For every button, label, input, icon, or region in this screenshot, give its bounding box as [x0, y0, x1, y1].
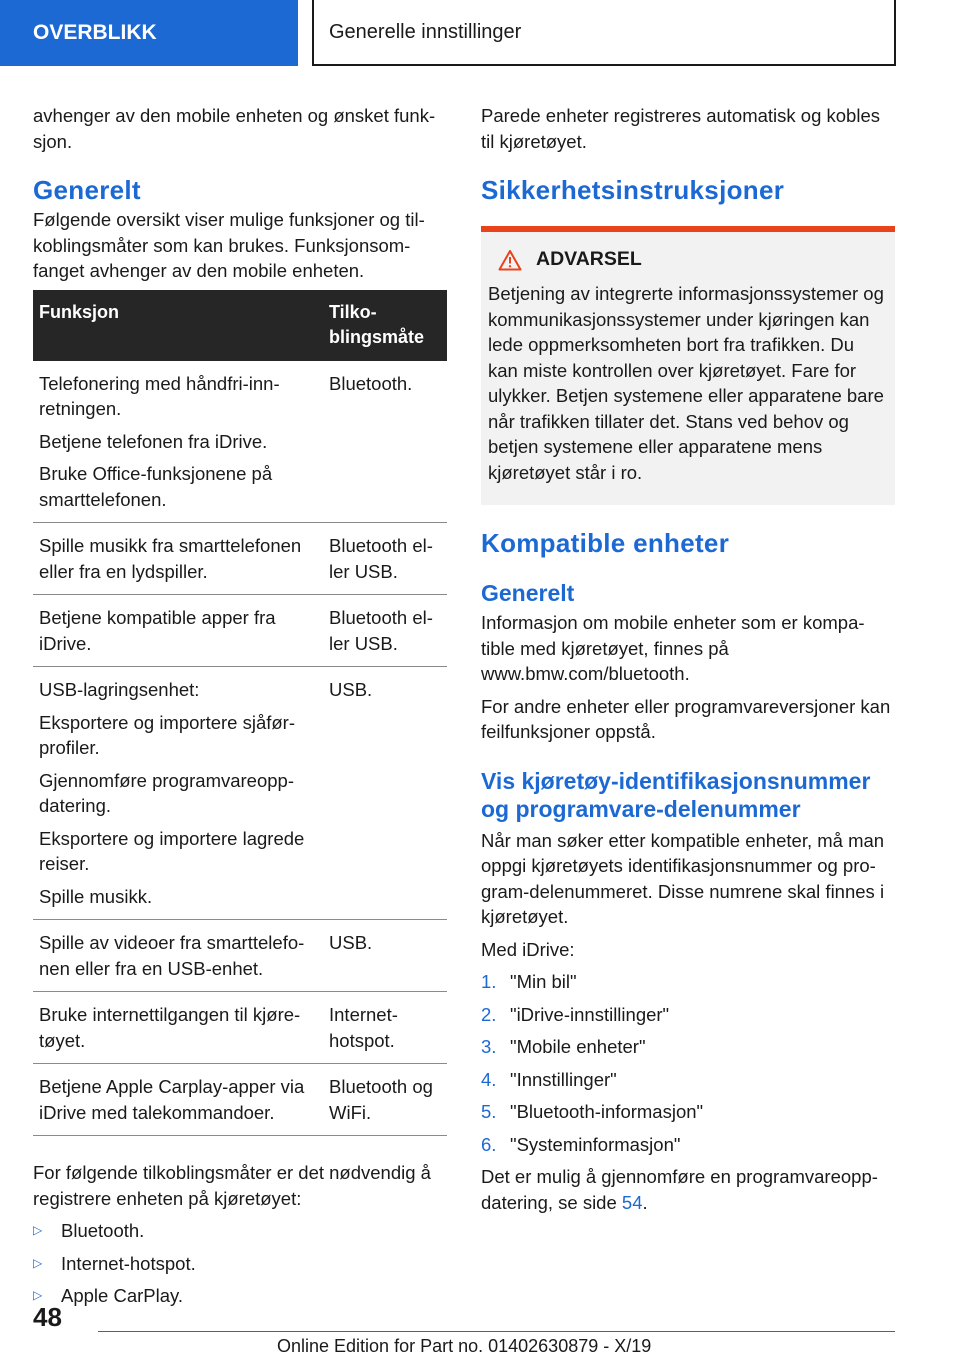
vin-text: Når man søker etter kompatible enheter, må man oppgi kjøretøyets identifikasjonsnummer og pro-gram-delenummeret. Disse numrene skal finnes i kjøretøyet. [481, 829, 885, 927]
list-item-text: Bluetooth. [61, 1220, 145, 1241]
step-text: "Innstillinger" [510, 1068, 617, 1090]
intro-text: avhenger av den mobile enheten og ønsket funk-sjon. [33, 105, 436, 152]
connection-list [33, 1218, 447, 1309]
list-item [481, 1067, 895, 1093]
list-item [481, 1132, 895, 1158]
connection-cell: USB. [323, 920, 447, 992]
list-item-text: Internet-hotspot. [61, 1252, 196, 1274]
connection-cell: Bluetooth. [323, 361, 447, 523]
table-row [33, 1064, 447, 1136]
connection-cell: Bluetooth el-ler USB. [323, 595, 447, 667]
chapter-header [312, 0, 896, 66]
intro-text: Parede enheter registreres automatisk og kobles til kjøretøyet. [481, 105, 880, 152]
connection-cell: Internet-hotspot. [323, 992, 447, 1064]
right-column [481, 102, 895, 1215]
list-item-text: Apple CarPlay. [61, 1285, 184, 1306]
step-text: "Mobile enheter" [510, 1036, 646, 1057]
warning-text: Betjening av integrerte informasjonssystemer og kommunikasjonssystemer under kjøringen kan lede oppmerksomheten bort fra trafikken. Du kan miste kontrollen over kjøretøyet. Fare for ulykker. Betjen systemene eller apparatene bare når trafikken tillater det. Stans ved behov og betjen systemene eller apparatene mens kjøretøyet står i ro. [488, 283, 884, 483]
step-text: "iDrive-innstillinger" [510, 1003, 670, 1025]
chapter-title: Generelle innstillinger [329, 20, 522, 43]
step-text: "Bluetooth-informasjon" [510, 1101, 704, 1122]
function-cell [33, 992, 323, 1064]
registration-text: For følgende tilkoblingsmåter er det nødvendig å registrere enheten på kjøretøyet: [33, 1162, 431, 1209]
step-text: "Min bil" [510, 971, 577, 992]
warning-label: ADVARSEL [536, 248, 642, 270]
closing-text [481, 1164, 895, 1215]
table-row [33, 595, 447, 667]
cell-text: Eksportere og importere lagrede reiser. [39, 827, 305, 874]
heading-generelt: Generelt [33, 175, 141, 205]
edition-text: Online Edition for Part no. 01402630879 - X/19 [277, 1336, 652, 1356]
vin-text-2: Med iDrive: [481, 938, 575, 960]
cell-text: Gjennomføre programvareopp-datering. [39, 769, 294, 816]
function-cell [33, 920, 323, 992]
cell-text: Telefonering med håndfri-inn-retningen. [39, 372, 280, 419]
connection-cell: USB. [323, 667, 447, 920]
step-number: 6. [481, 1133, 497, 1155]
cell-text: Spille musikk. [39, 885, 153, 907]
table-header-row [33, 290, 447, 361]
cell-text: Betjene telefonen fra iDrive. [39, 430, 268, 452]
function-cell [33, 595, 323, 667]
table-row [33, 920, 447, 992]
function-cell [33, 667, 323, 920]
closing-period: . [642, 1191, 648, 1213]
connection-cell: Bluetooth el-ler USB. [323, 523, 447, 595]
table-row [33, 667, 447, 920]
cell-text: Bruke Office-funksjonene på smarttelefonen. [39, 463, 273, 510]
heading-safety: Sikkerhetsinstruksjoner [481, 175, 785, 205]
general-text-2: For andre enheter eller programvareversjoner kan feilfunksjoner oppstå. [481, 695, 891, 742]
step-number: 4. [481, 1068, 497, 1090]
cell-text: Bruke internettilgangen til kjøre-tøyet. [39, 1004, 301, 1051]
step-number: 3. [481, 1036, 497, 1057]
header-connection: Tilko-blingsmåte [323, 290, 447, 361]
table-row [33, 992, 447, 1064]
list-item [33, 1251, 447, 1277]
triangle-bullet-icon: ▷ [33, 1288, 43, 1302]
connection-cell: Bluetooth og WiFi. [323, 1064, 447, 1136]
step-number: 2. [481, 1003, 497, 1025]
function-cell [33, 361, 323, 523]
cell-text: Betjene Apple Carplay-apper via iDrive med talekommandoer. [39, 1076, 305, 1123]
steps-list [481, 969, 895, 1157]
step-number: 5. [481, 1101, 497, 1122]
list-item [481, 1034, 895, 1060]
warning-icon [498, 249, 522, 271]
function-cell [33, 523, 323, 595]
function-cell [33, 1064, 323, 1136]
general-text: Informasjon om mobile enheter som er kompa-tible med kjøretøyet, finnes på www.bmw.com/bluetooth. [481, 612, 865, 684]
footer-divider [98, 1331, 895, 1332]
heading-vin: Vis kjøretøy-identifikasjonsnummer og programvare-delenummer [481, 767, 871, 822]
heading-compatible: Kompatible enheter [481, 528, 730, 558]
section-tab[interactable] [0, 0, 298, 66]
triangle-bullet-icon: ▷ [33, 1223, 43, 1237]
table-row [33, 523, 447, 595]
cell-text: Eksportere og importere sjåfør-profiler. [39, 711, 296, 758]
list-item [33, 1283, 447, 1309]
triangle-bullet-icon: ▷ [33, 1255, 43, 1270]
warning-box [481, 226, 895, 505]
step-text: "Systeminformasjon" [510, 1133, 681, 1155]
left-column [33, 102, 447, 1309]
page-number: 48 [33, 1302, 62, 1332]
table-row [33, 361, 447, 523]
page-link[interactable]: 54 [621, 1191, 643, 1213]
list-item [33, 1218, 447, 1244]
general-paragraph: Følgende oversikt viser mulige funksjoner og til-koblingsmåter som kan brukes. Funksjonsom-fanget avhenger av den mobile enheten. [33, 209, 425, 281]
section-label: OVERBLIKK [33, 21, 157, 44]
closing-text-body: Det er mulig å gjennomføre en programvareopp-datering, se side [481, 1166, 878, 1213]
list-item [481, 1099, 895, 1125]
header-function: Funksjon [33, 290, 323, 361]
function-table [33, 290, 447, 1137]
warning-title [488, 248, 887, 271]
list-item [481, 969, 895, 995]
list-item [481, 1002, 895, 1028]
cell-text: Betjene kompatible apper fra iDrive. [39, 607, 276, 654]
step-number: 1. [481, 971, 497, 992]
cell-text: USB-lagringsenhet: [39, 679, 200, 700]
cell-text: Spille av videoer fra smarttelefo-nen eller fra en USB-enhet. [39, 932, 305, 979]
heading-general: Generelt [481, 580, 575, 606]
cell-text: Spille musikk fra smarttelefonen eller fra en lydspiller. [39, 535, 302, 582]
